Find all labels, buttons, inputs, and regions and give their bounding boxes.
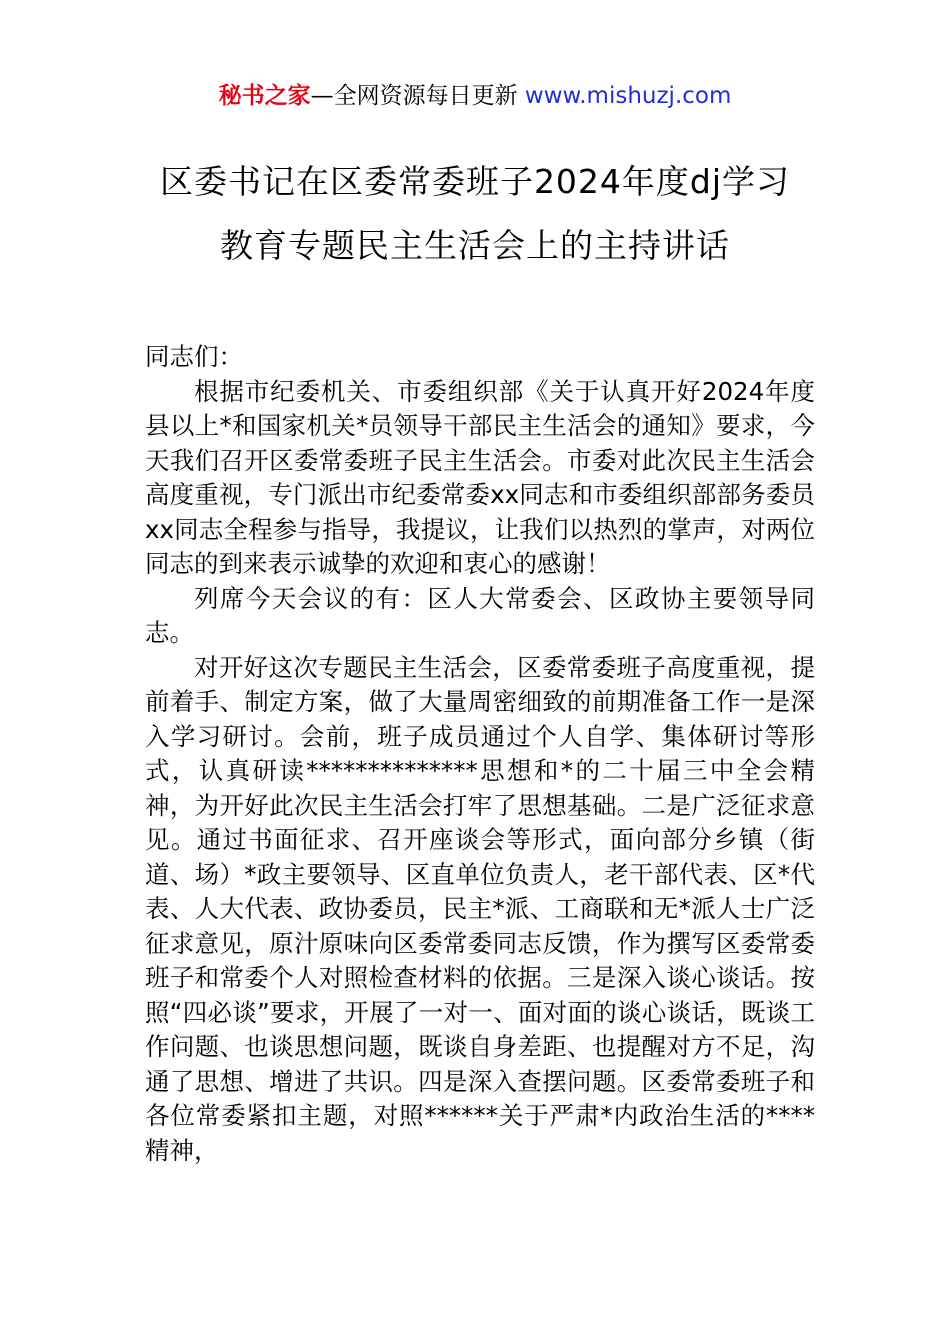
- document-body: [145, 340, 815, 1168]
- body-paragraph-3: 对开好这次专题民主生活会，区委常委班子高度重视，提前着手、制定方案，做了大量周密细致的前期准备工作一是深入学习研讨。会前，班子成员通过个人自学、集体研讨等形式，认真研读**************思想和*的二十届三中全会精神，为开好此次民主生活会打牢了思想基础。二是广泛征求意见。通过书面征求、召开座谈会等形式，面向部分乡镇（街道、场）*政主要领导、区直单位负责人，老干部代表、区*代表、人大代表、政协委员，民主*派、工商联和无*派人士广泛征求意见，原汁原味向区委常委同志反馈，作为撰写区委常委班子和常委个人对照检查材料的依据。三是深入谈心谈话。按照“四必谈”要求，开展了一对一、面对面的谈心谈话，既谈工作问题、也谈思想问题，既谈自身差距、也提醒对方不足，沟通了思想、增进了共识。四是深入查摆问题。区委常委班子和各位常委紧扣主题，对照******关于严肃*内政治生活的****精神，: [145, 652, 815, 1165]
- site-header: [0, 80, 950, 112]
- document-title-line-2: 教育专题民主生活会上的主持讲话: [220, 226, 730, 265]
- document-title-line-1: 区委书记在区委常委班子2024年度dj学习: [159, 162, 791, 201]
- body-paragraph-1: 根据市纪委机关、市委组织部《关于认真开好2024年度县以上*和国家机关*员领导干部民主生活会的通知》要求，今天我们召开区委常委班子民主生活会。市委对此次民主生活会高度重视，专门派出市纪委常委xx同志和市委组织部部务委员xx同志全程参与指导，我提议，让我们以热烈的掌声，对两位同志的到来表示诚挚的欢迎和衷心的感谢！: [145, 376, 815, 578]
- body-paragraph-2: 列席今天会议的有：区人大常委会、区政协主要领导同志。: [145, 583, 815, 647]
- salutation: 同志们：: [145, 342, 243, 371]
- document-title: [100, 150, 850, 278]
- site-url-link[interactable]: www.mishuzj.com: [524, 83, 732, 109]
- site-slogan: —全网资源每日更新: [310, 83, 518, 109]
- site-brand: 秘书之家: [218, 83, 311, 109]
